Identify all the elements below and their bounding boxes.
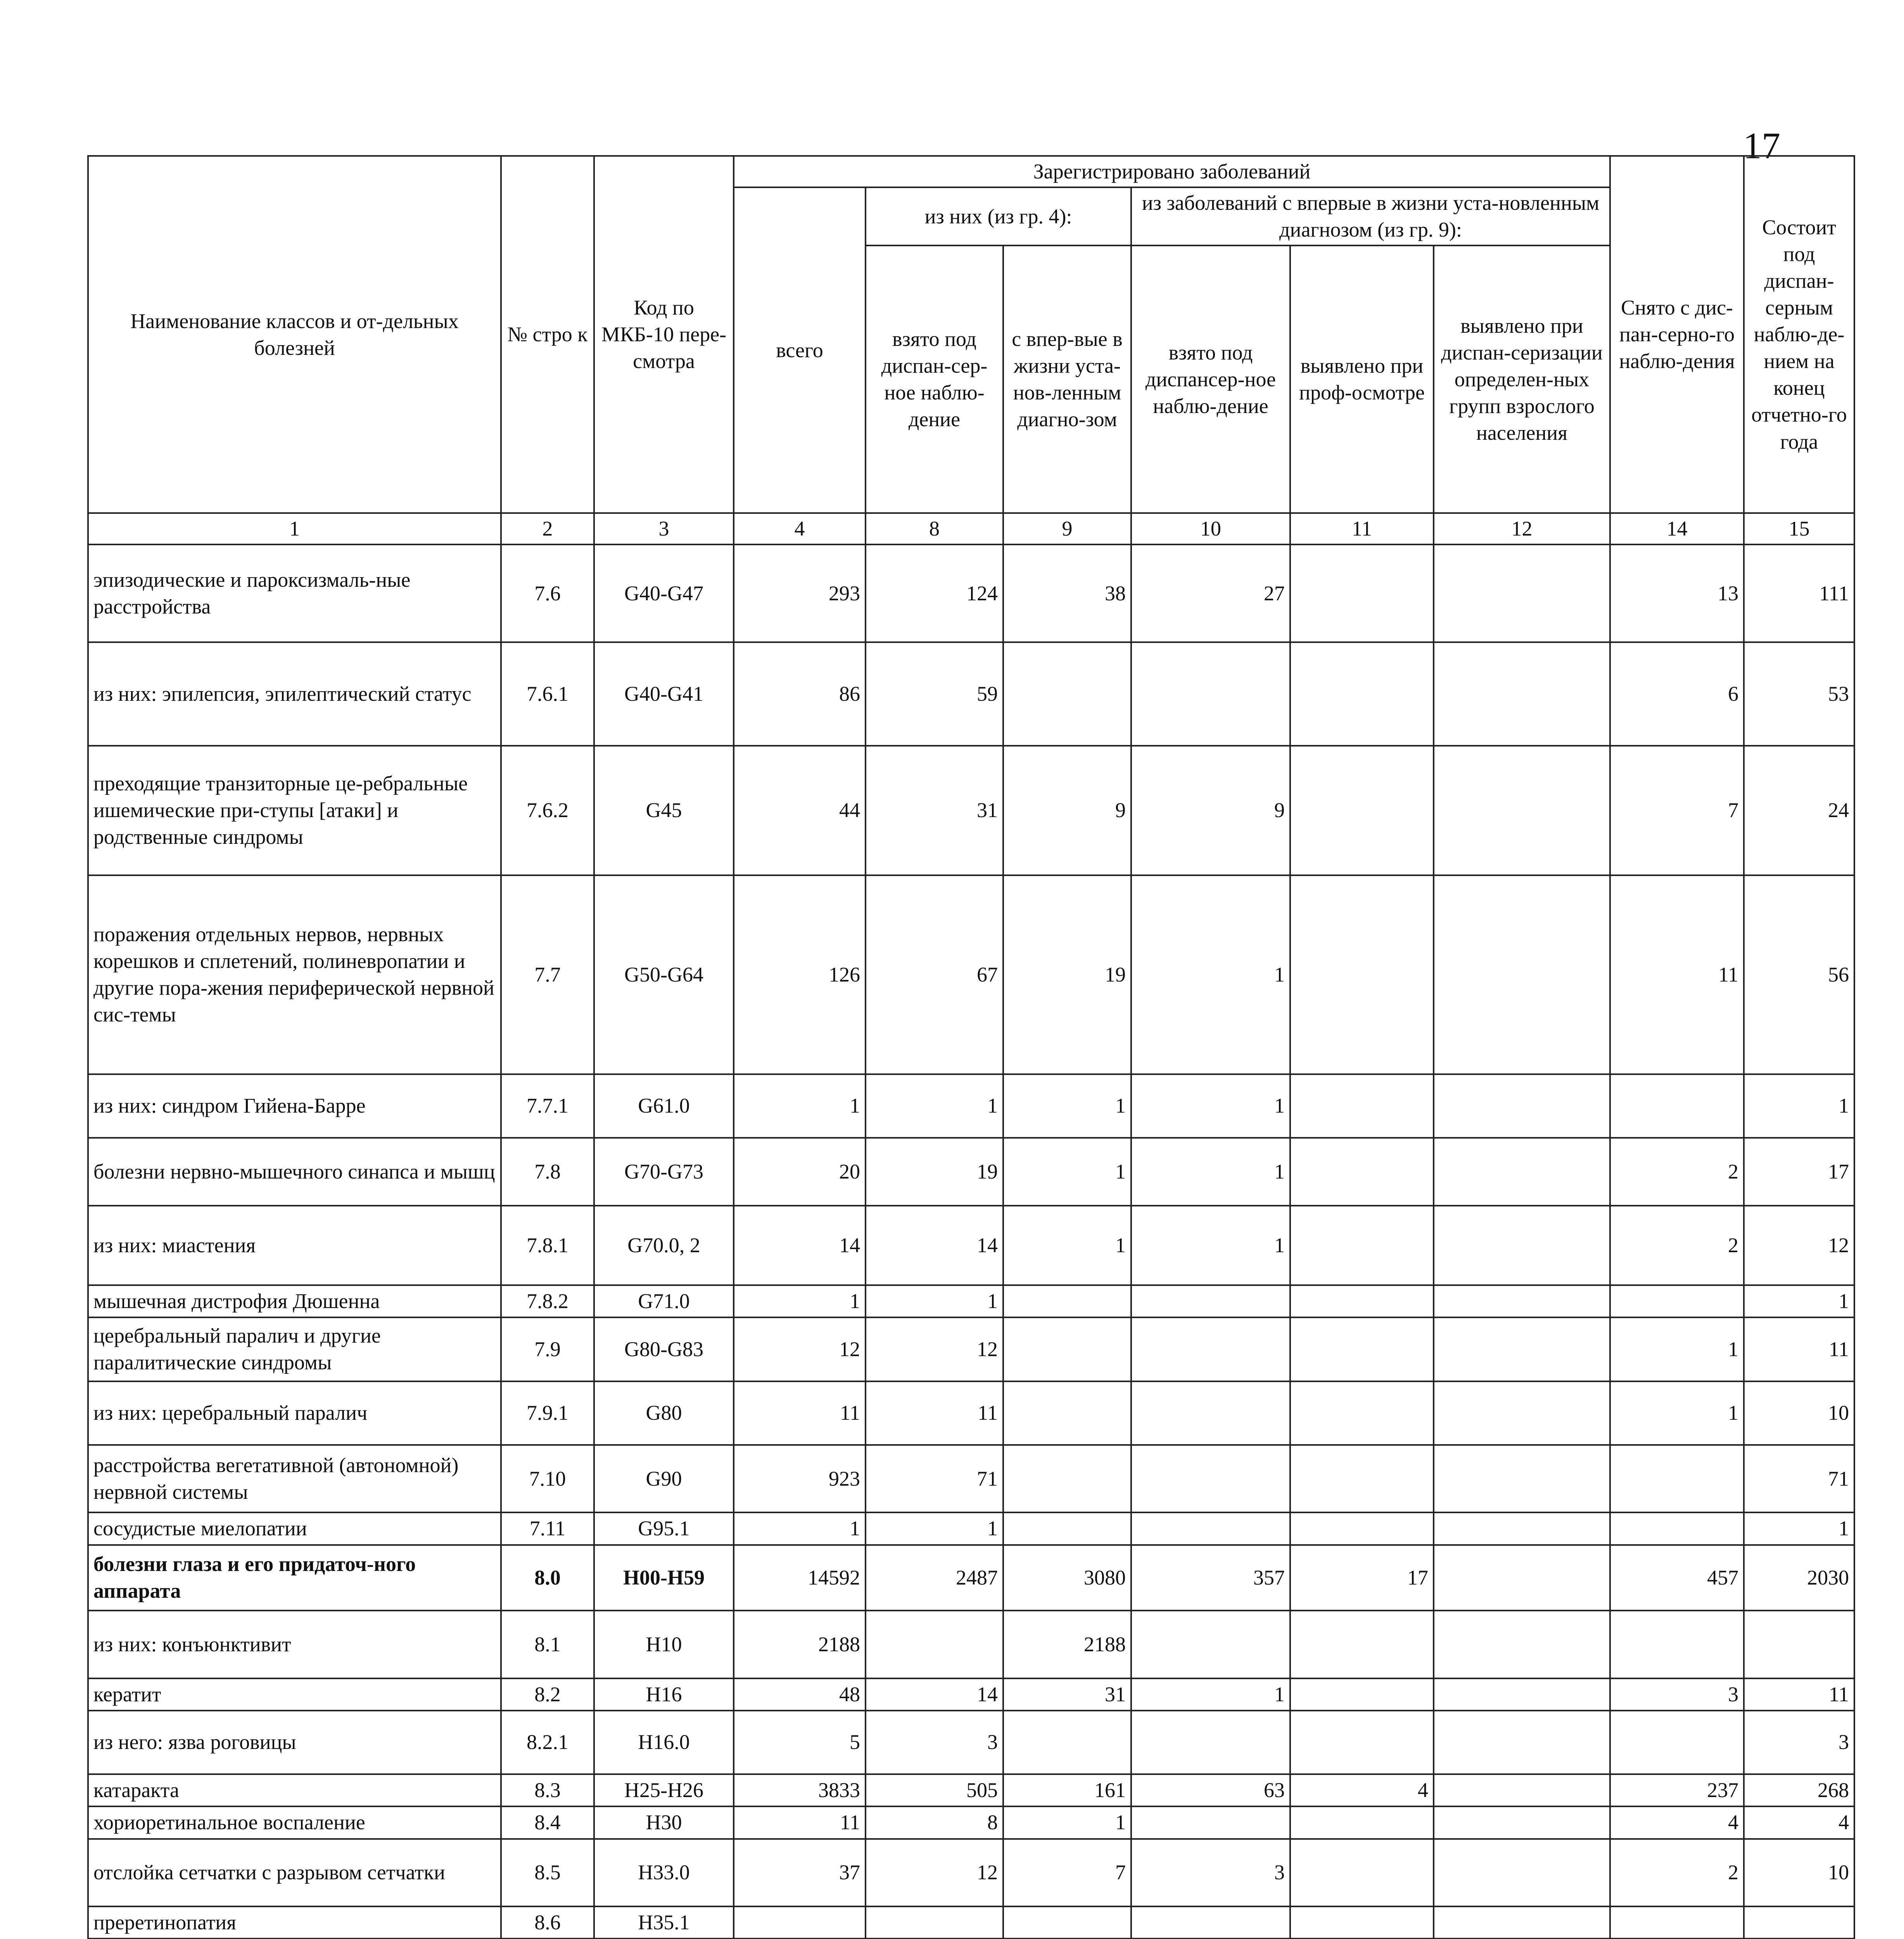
value-taken-disp-new: 1 — [1131, 1206, 1290, 1285]
value-found-disp — [1434, 642, 1610, 746]
value-taken-disp-new: 3 — [1131, 1839, 1290, 1907]
value-first-time: 1 — [1003, 1074, 1131, 1138]
disease-name: преретинопатия — [88, 1906, 501, 1939]
value-found-disp — [1434, 1711, 1610, 1774]
table-header — [88, 156, 1854, 544]
value-removed: 3 — [1610, 1678, 1744, 1711]
table-row — [88, 1138, 1854, 1206]
value-total: 293 — [734, 544, 866, 642]
value-removed: 6 — [1610, 642, 1744, 746]
value-found-prof — [1290, 1678, 1434, 1711]
table-row — [88, 1839, 1854, 1907]
icd-code: H30 — [594, 1806, 734, 1839]
header-consist: Состоит под диспан-серным наблю-де-нием на конец отчетно-го года — [1744, 156, 1854, 513]
value-taken-disp — [866, 1906, 1003, 1939]
value-found-disp — [1434, 544, 1610, 642]
value-found-prof — [1290, 1285, 1434, 1317]
value-consist: 71 — [1744, 1445, 1854, 1513]
icd-code: G70.0, 2 — [594, 1206, 734, 1285]
value-first-time: 7 — [1003, 1839, 1131, 1907]
value-found-prof — [1290, 1839, 1434, 1907]
value-taken-disp: 19 — [866, 1138, 1003, 1206]
icd-code: G50-G64 — [594, 875, 734, 1074]
value-consist: 12 — [1744, 1206, 1854, 1285]
value-consist — [1744, 1611, 1854, 1678]
table-row — [88, 875, 1854, 1074]
value-taken-disp: 59 — [866, 642, 1003, 746]
header-total: всего — [734, 187, 866, 513]
icd-code: G40-G47 — [594, 544, 734, 642]
value-consist: 56 — [1744, 875, 1854, 1074]
value-found-prof — [1290, 1074, 1434, 1138]
table-row — [88, 1545, 1854, 1611]
value-removed: 4 — [1610, 1806, 1744, 1839]
value-taken-disp: 12 — [866, 1839, 1003, 1907]
page-number: 17 — [1743, 125, 1780, 166]
value-total — [734, 1906, 866, 1939]
value-total: 14592 — [734, 1545, 866, 1611]
header-of-them: из них (из гр. 4): — [866, 187, 1131, 245]
table-row — [88, 1445, 1854, 1513]
value-total: 48 — [734, 1678, 866, 1711]
value-total: 923 — [734, 1445, 866, 1513]
disease-name: церебральный паралич и другие паралитические синдромы — [88, 1317, 501, 1381]
column-number: 8 — [866, 513, 1003, 544]
table-row — [88, 1678, 1854, 1711]
value-found-disp — [1434, 1611, 1610, 1678]
value-removed: 1 — [1610, 1317, 1744, 1381]
value-found-disp — [1434, 1317, 1610, 1381]
value-taken-disp-new: 9 — [1131, 746, 1290, 875]
icd-code: H16 — [594, 1678, 734, 1711]
value-found-prof — [1290, 875, 1434, 1074]
icd-code: H10 — [594, 1611, 734, 1678]
value-first-time: 1 — [1003, 1206, 1131, 1285]
row-number: 8.0 — [501, 1545, 594, 1611]
value-found-prof — [1290, 1317, 1434, 1381]
header-first-time: с впер-вые в жизни уста-нов-ленным диагно-зом — [1003, 245, 1131, 513]
value-total: 5 — [734, 1711, 866, 1774]
value-first-time: 2188 — [1003, 1611, 1131, 1678]
value-first-time — [1003, 642, 1131, 746]
value-consist: 4 — [1744, 1806, 1854, 1839]
icd-code: G80 — [594, 1381, 734, 1445]
row-number: 7.8.2 — [501, 1285, 594, 1317]
value-removed — [1610, 1711, 1744, 1774]
value-consist: 3 — [1744, 1711, 1854, 1774]
value-found-prof — [1290, 1711, 1434, 1774]
value-found-prof — [1290, 1381, 1434, 1445]
value-total: 20 — [734, 1138, 866, 1206]
value-taken-disp: 12 — [866, 1317, 1003, 1381]
value-total: 11 — [734, 1381, 866, 1445]
column-number: 4 — [734, 513, 866, 544]
value-found-disp — [1434, 1206, 1610, 1285]
header-of-new: из заболеваний с впервые в жизни уста-новленным диагнозом (из гр. 9): — [1131, 187, 1610, 245]
value-found-disp — [1434, 1839, 1610, 1907]
column-number: 10 — [1131, 513, 1290, 544]
row-number: 7.6 — [501, 544, 594, 642]
disease-name: из него: язва роговицы — [88, 1711, 501, 1774]
value-consist: 10 — [1744, 1839, 1854, 1907]
header-taken-disp: взято под диспан-сер-ное наблю-дение — [866, 245, 1003, 513]
value-removed: 1 — [1610, 1381, 1744, 1445]
value-found-prof — [1290, 1138, 1434, 1206]
value-total: 44 — [734, 746, 866, 875]
table-row — [88, 1206, 1854, 1285]
value-found-disp — [1434, 1678, 1610, 1711]
column-number: 2 — [501, 513, 594, 544]
value-found-disp — [1434, 1381, 1610, 1445]
icd-code: G95.1 — [594, 1512, 734, 1545]
value-taken-disp-new: 27 — [1131, 544, 1290, 642]
column-number: 14 — [1610, 513, 1744, 544]
value-consist: 2030 — [1744, 1545, 1854, 1611]
header-registered: Зарегистрировано заболеваний — [734, 156, 1610, 187]
value-first-time: 1 — [1003, 1806, 1131, 1839]
value-taken-disp-new — [1131, 1711, 1290, 1774]
value-first-time — [1003, 1285, 1131, 1317]
disease-name: хориоретинальное воспаление — [88, 1806, 501, 1839]
value-first-time — [1003, 1711, 1131, 1774]
value-taken-disp: 8 — [866, 1806, 1003, 1839]
table-row — [88, 642, 1854, 746]
value-first-time — [1003, 1381, 1131, 1445]
icd-code: G80-G83 — [594, 1317, 734, 1381]
disease-name: из них: синдром Гийена-Барре — [88, 1074, 501, 1138]
icd-code: H00-H59 — [594, 1545, 734, 1611]
value-found-prof — [1290, 1611, 1434, 1678]
row-number: 7.9.1 — [501, 1381, 594, 1445]
disease-statistics-table — [87, 155, 1855, 1939]
value-taken-disp-new: 357 — [1131, 1545, 1290, 1611]
header-found-prof: выявлено при проф-осмотре — [1290, 245, 1434, 513]
value-total: 11 — [734, 1806, 866, 1839]
value-found-disp — [1434, 746, 1610, 875]
value-taken-disp: 14 — [866, 1678, 1003, 1711]
header-icd-code: Код по МКБ-10 пере-смотра — [594, 156, 734, 513]
row-number: 7.6.1 — [501, 642, 594, 746]
value-found-prof — [1290, 1906, 1434, 1939]
value-taken-disp-new: 1 — [1131, 1138, 1290, 1206]
icd-code: G70-G73 — [594, 1138, 734, 1206]
value-removed: 2 — [1610, 1839, 1744, 1907]
disease-name: кератит — [88, 1678, 501, 1711]
value-found-prof — [1290, 1512, 1434, 1545]
table-row — [88, 746, 1854, 875]
header-taken-disp-new: взято под диспансер-ное наблю-дение — [1131, 245, 1290, 513]
icd-code: G90 — [594, 1445, 734, 1513]
row-number: 8.4 — [501, 1806, 594, 1839]
value-taken-disp-new: 63 — [1131, 1774, 1290, 1806]
value-total: 1 — [734, 1285, 866, 1317]
value-found-disp — [1434, 1806, 1610, 1839]
value-taken-disp: 31 — [866, 746, 1003, 875]
disease-name: болезни нервно-мышечного синапса и мышц — [88, 1138, 501, 1206]
value-found-disp — [1434, 1906, 1610, 1939]
table-row — [88, 1285, 1854, 1317]
column-number: 9 — [1003, 513, 1131, 544]
row-number: 8.2.1 — [501, 1711, 594, 1774]
value-found-prof — [1290, 1445, 1434, 1513]
value-removed: 237 — [1610, 1774, 1744, 1806]
value-removed: 11 — [1610, 875, 1744, 1074]
column-number: 3 — [594, 513, 734, 544]
row-number: 7.7.1 — [501, 1074, 594, 1138]
value-found-prof: 4 — [1290, 1774, 1434, 1806]
disease-name: из них: конъюнктивит — [88, 1611, 501, 1678]
value-first-time — [1003, 1317, 1131, 1381]
icd-code: H33.0 — [594, 1839, 734, 1907]
value-found-disp — [1434, 1138, 1610, 1206]
icd-code: G61.0 — [594, 1074, 734, 1138]
value-first-time: 9 — [1003, 746, 1131, 875]
value-found-disp — [1434, 875, 1610, 1074]
value-total: 1 — [734, 1512, 866, 1545]
value-found-disp — [1434, 1512, 1610, 1545]
table-row — [88, 1774, 1854, 1806]
value-found-disp — [1434, 1774, 1610, 1806]
table-row — [88, 1806, 1854, 1839]
disease-name: расстройства вегетативной (автономной) нервной системы — [88, 1445, 501, 1513]
value-removed — [1610, 1906, 1744, 1939]
value-found-prof: 17 — [1290, 1545, 1434, 1611]
value-total: 126 — [734, 875, 866, 1074]
value-taken-disp: 3 — [866, 1711, 1003, 1774]
value-taken-disp: 11 — [866, 1381, 1003, 1445]
row-number: 7.6.2 — [501, 746, 594, 875]
value-found-prof — [1290, 746, 1434, 875]
row-number: 7.9 — [501, 1317, 594, 1381]
value-removed — [1610, 1285, 1744, 1317]
disease-name: сосудистые миелопатии — [88, 1512, 501, 1545]
table-body — [88, 544, 1854, 1939]
table-row — [88, 1074, 1854, 1138]
disease-name: мышечная дистрофия Дюшенна — [88, 1285, 501, 1317]
value-consist: 1 — [1744, 1285, 1854, 1317]
value-first-time: 38 — [1003, 544, 1131, 642]
value-removed — [1610, 1611, 1744, 1678]
header-found-disp: выявлено при диспан-серизации определен-ных групп взрослого населения — [1434, 245, 1610, 513]
value-consist: 268 — [1744, 1774, 1854, 1806]
value-consist — [1744, 1906, 1854, 1939]
value-first-time — [1003, 1445, 1131, 1513]
icd-code: G45 — [594, 746, 734, 875]
value-removed: 2 — [1610, 1138, 1744, 1206]
value-consist: 111 — [1744, 544, 1854, 642]
value-taken-disp-new — [1131, 1611, 1290, 1678]
disease-name: болезни глаза и его придаточ-ного аппарата — [88, 1545, 501, 1611]
value-removed — [1610, 1074, 1744, 1138]
table-row — [88, 544, 1854, 642]
table-row — [88, 1381, 1854, 1445]
value-first-time: 161 — [1003, 1774, 1131, 1806]
value-total: 3833 — [734, 1774, 866, 1806]
header-row-number: № стро к — [501, 156, 594, 513]
row-number: 7.8 — [501, 1138, 594, 1206]
disease-name: преходящие транзиторные це-ребральные ишемические при-ступы [атаки] и родственные синдромы — [88, 746, 501, 875]
value-taken-disp: 1 — [866, 1074, 1003, 1138]
disease-name: из них: церебральный паралич — [88, 1381, 501, 1445]
icd-code: H35.1 — [594, 1906, 734, 1939]
row-number: 7.7 — [501, 875, 594, 1074]
value-removed: 2 — [1610, 1206, 1744, 1285]
value-consist: 24 — [1744, 746, 1854, 875]
value-removed — [1610, 1445, 1744, 1513]
value-removed — [1610, 1512, 1744, 1545]
value-consist: 53 — [1744, 642, 1854, 746]
row-number: 8.5 — [501, 1839, 594, 1907]
value-total: 12 — [734, 1317, 866, 1381]
value-found-prof — [1290, 544, 1434, 642]
column-number: 12 — [1434, 513, 1610, 544]
value-consist: 17 — [1744, 1138, 1854, 1206]
column-number-row — [88, 513, 1854, 544]
value-first-time — [1003, 1906, 1131, 1939]
value-consist: 1 — [1744, 1074, 1854, 1138]
table-row — [88, 1611, 1854, 1678]
value-taken-disp: 1 — [866, 1285, 1003, 1317]
value-found-prof — [1290, 1806, 1434, 1839]
value-taken-disp-new: 1 — [1131, 875, 1290, 1074]
value-total: 1 — [734, 1074, 866, 1138]
value-taken-disp: 2487 — [866, 1545, 1003, 1611]
table-row — [88, 1512, 1854, 1545]
row-number: 8.6 — [501, 1906, 594, 1939]
icd-code: G71.0 — [594, 1285, 734, 1317]
disease-name: эпизодические и пароксизмаль-ные расстройства — [88, 544, 501, 642]
value-taken-disp-new — [1131, 1317, 1290, 1381]
value-total: 86 — [734, 642, 866, 746]
value-taken-disp-new — [1131, 1445, 1290, 1513]
row-number: 7.8.1 — [501, 1206, 594, 1285]
value-consist: 1 — [1744, 1512, 1854, 1545]
value-first-time: 31 — [1003, 1678, 1131, 1711]
value-found-prof — [1290, 1206, 1434, 1285]
value-found-disp — [1434, 1074, 1610, 1138]
value-removed: 457 — [1610, 1545, 1744, 1611]
disease-name: из них: эпилепсия, эпилептический статус — [88, 642, 501, 746]
value-first-time: 3080 — [1003, 1545, 1131, 1611]
value-first-time: 1 — [1003, 1138, 1131, 1206]
row-number: 8.3 — [501, 1774, 594, 1806]
table-row — [88, 1711, 1854, 1774]
value-taken-disp: 71 — [866, 1445, 1003, 1513]
value-taken-disp: 505 — [866, 1774, 1003, 1806]
value-first-time — [1003, 1512, 1131, 1545]
column-number: 11 — [1290, 513, 1434, 544]
value-taken-disp-new — [1131, 1512, 1290, 1545]
row-number: 7.11 — [501, 1512, 594, 1545]
value-taken-disp-new — [1131, 1285, 1290, 1317]
value-found-disp — [1434, 1445, 1610, 1513]
value-removed: 13 — [1610, 544, 1744, 642]
disease-name: поражения отдельных нервов, нервных корешков и сплетений, полиневропатии и другие пора-жения периферической нервной сис-темы — [88, 875, 501, 1074]
disease-name: отслойка сетчатки с разрывом сетчатки — [88, 1839, 501, 1907]
header-removed: Снято с дис-пан-серно-го наблю-дения — [1610, 156, 1744, 513]
disease-name: катаракта — [88, 1774, 501, 1806]
value-taken-disp: 67 — [866, 875, 1003, 1074]
value-consist: 11 — [1744, 1317, 1854, 1381]
column-number: 1 — [88, 513, 501, 544]
icd-code: G40-G41 — [594, 642, 734, 746]
value-removed: 7 — [1610, 746, 1744, 875]
table-row — [88, 1317, 1854, 1381]
value-found-prof — [1290, 642, 1434, 746]
value-taken-disp: 124 — [866, 544, 1003, 642]
value-consist: 10 — [1744, 1381, 1854, 1445]
value-total: 14 — [734, 1206, 866, 1285]
value-taken-disp-new — [1131, 1806, 1290, 1839]
icd-code: H16.0 — [594, 1711, 734, 1774]
value-taken-disp-new: 1 — [1131, 1678, 1290, 1711]
value-taken-disp — [866, 1611, 1003, 1678]
value-taken-disp: 1 — [866, 1512, 1003, 1545]
value-total: 37 — [734, 1839, 866, 1907]
column-number: 15 — [1744, 513, 1854, 544]
row-number: 8.1 — [501, 1611, 594, 1678]
value-taken-disp: 14 — [866, 1206, 1003, 1285]
icd-code: H25-H26 — [594, 1774, 734, 1806]
value-total: 2188 — [734, 1611, 866, 1678]
value-taken-disp-new — [1131, 1381, 1290, 1445]
row-number: 7.10 — [501, 1445, 594, 1513]
value-found-disp — [1434, 1545, 1610, 1611]
value-found-disp — [1434, 1285, 1610, 1317]
value-taken-disp-new: 1 — [1131, 1074, 1290, 1138]
row-number: 8.2 — [501, 1678, 594, 1711]
value-taken-disp-new — [1131, 642, 1290, 746]
table-row — [88, 1906, 1854, 1939]
disease-name: из них: миастения — [88, 1206, 501, 1285]
value-first-time: 19 — [1003, 875, 1131, 1074]
value-taken-disp-new — [1131, 1906, 1290, 1939]
value-consist: 11 — [1744, 1678, 1854, 1711]
header-disease-name: Наименование классов и от-дельных болезней — [88, 156, 501, 513]
